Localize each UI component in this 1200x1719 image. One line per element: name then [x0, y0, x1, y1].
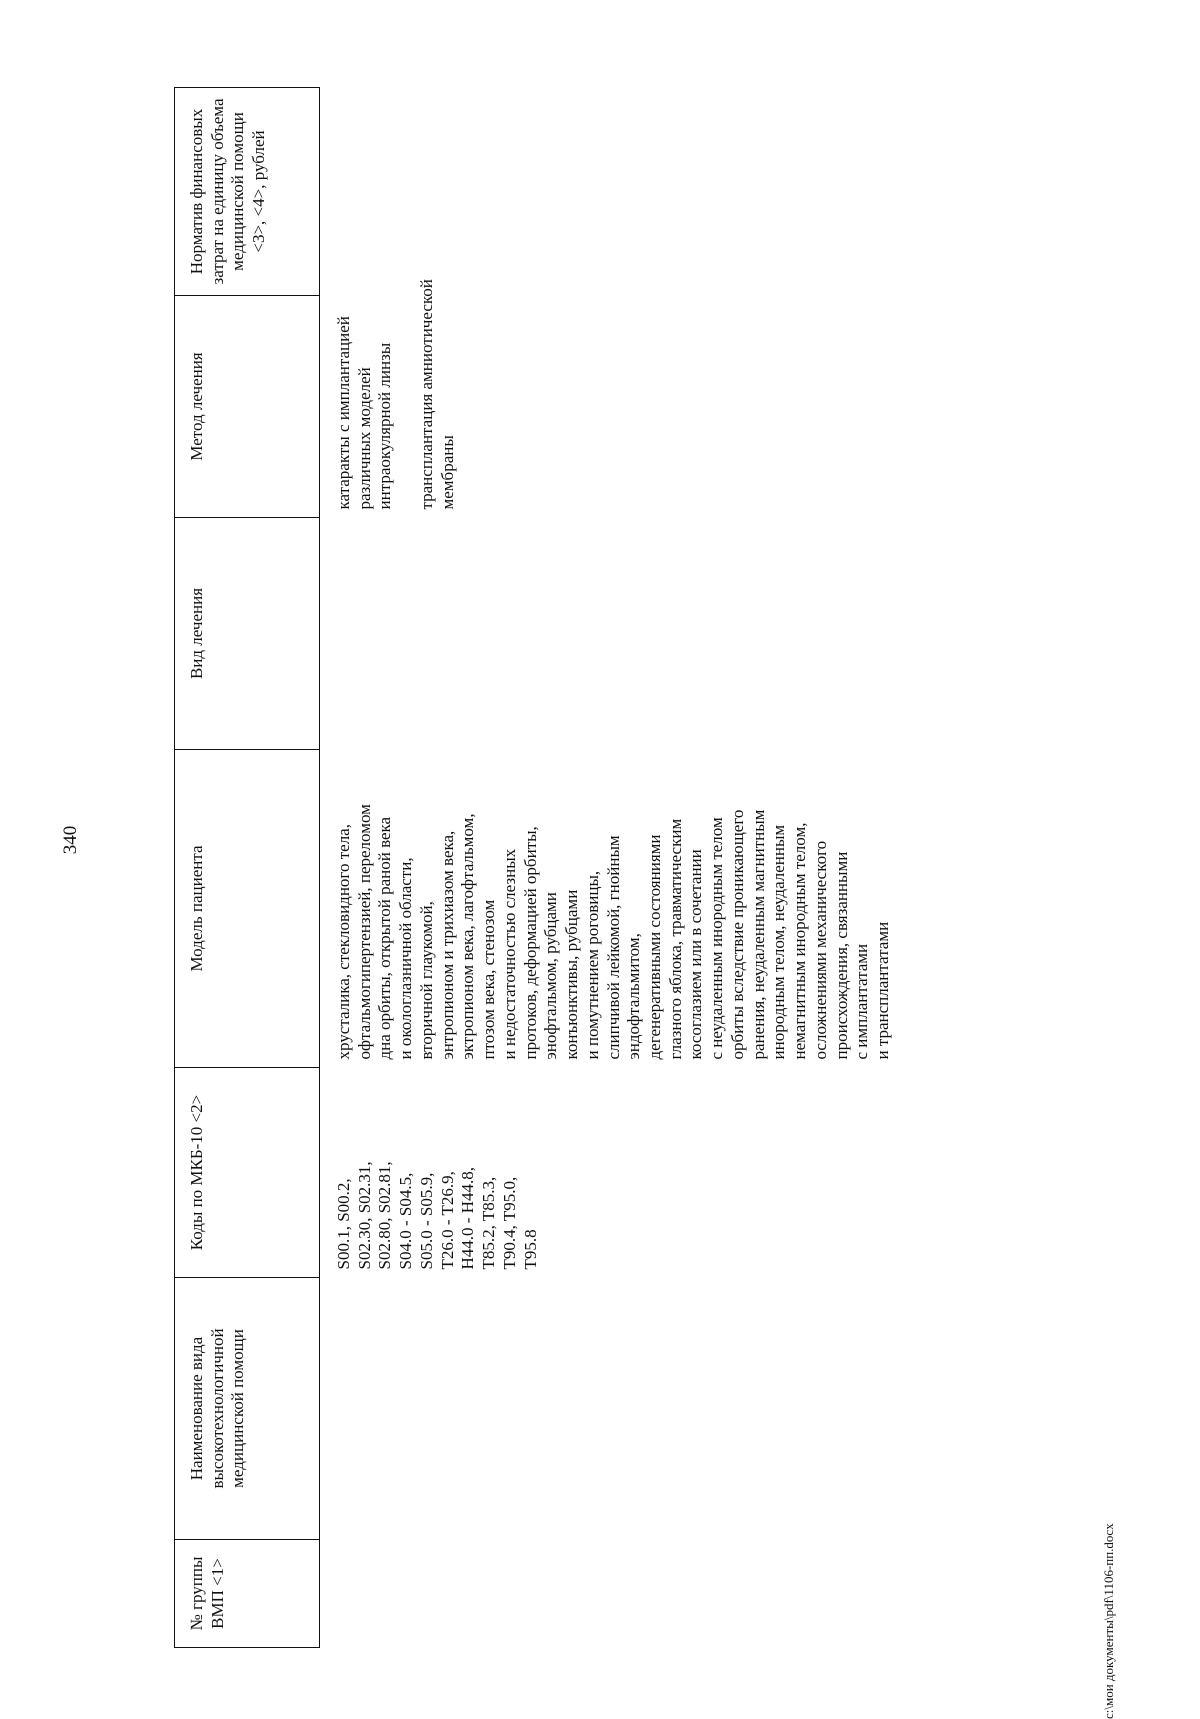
patient-model-line: офтальмогипертензией, переломом — [354, 804, 374, 1060]
patient-model-line: и недостаточностью слезных — [499, 848, 519, 1060]
patient-model-line: дна орбиты, открытой раной века — [375, 816, 395, 1060]
patient-model-line: хрусталика, стекловидного тела, — [334, 824, 353, 1060]
header-cost-standard: Норматив финансовых затрат на единицу объема медицинской помощи <3>, <4>, рублей — [175, 88, 320, 296]
patient-model-line: с неудаленным инородным телом — [707, 817, 727, 1060]
page-number: 340 — [60, 825, 81, 855]
code-line: T95.8 — [520, 1229, 540, 1270]
cell-cost-standard — [320, 88, 894, 296]
table-row — [320, 88, 894, 1648]
patient-model-line: конъюнктивы, рубцами — [562, 889, 582, 1060]
header-treatment-method: Метод лечения — [175, 296, 320, 518]
code-line: T90.4, T95.0, — [499, 1176, 519, 1270]
code-line: T26.0 - T26.9, — [437, 1171, 457, 1270]
method-line: интраокулярной линзы — [375, 342, 395, 510]
footer-file-path: c:\мои документы\pdf\1106-пп.docx — [1101, 1523, 1116, 1719]
table-header-row — [175, 88, 320, 1648]
patient-model-line: вторичной глаукомой, — [416, 901, 436, 1060]
header-vmp-name: Наименование вида высокотехнологичной медицинской помощи — [175, 1278, 320, 1540]
patient-model-line: инородным телом, неудаленным — [769, 824, 789, 1060]
method-line: трансплантация амниотической — [417, 279, 437, 510]
cell-vmp-name — [320, 1278, 894, 1540]
cell-treatment-method — [320, 279, 894, 518]
patient-model-line: птозом века, стенозом — [479, 899, 499, 1060]
cell-icd-codes — [320, 1068, 894, 1278]
patient-model-line: и трансплантатами — [873, 921, 893, 1060]
code-line: H44.0 - H44.8, — [458, 1167, 478, 1270]
header-patient-model: Модель пациента — [175, 750, 320, 1068]
patient-model-line: протоков, деформацией орбиты, — [520, 826, 540, 1060]
header-treatment-type: Вид лечения — [175, 518, 320, 750]
header-group-number: № группы ВМП <1> — [175, 1540, 320, 1648]
code-line: S02.80, S02.81, — [375, 1161, 395, 1270]
patient-model-line: немагнитным инородным телом, — [790, 822, 810, 1060]
code-line: S00.1, S00.2, — [334, 1178, 353, 1270]
patient-model-line: косоглазием или в сочетании — [686, 849, 706, 1060]
patient-model-line: энтропионом и трихиазом века, — [437, 830, 457, 1060]
patient-model-line: орбиты вследствие проникающего — [727, 809, 747, 1060]
cell-patient-model — [320, 750, 894, 1068]
patient-model-line: осложнениями механического — [810, 840, 830, 1060]
patient-model-line: энофтальмом, рубцами — [541, 892, 561, 1060]
vmp-table — [174, 87, 894, 1648]
patient-model-line: ранения, неудаленным магнитным — [748, 809, 768, 1060]
patient-model-line: слипчивой лейкомой, гнойным — [603, 835, 623, 1060]
patient-model-line: дегенеративными состояниями — [645, 834, 665, 1060]
patient-model-line: и помутнением роговицы, — [582, 870, 602, 1060]
code-line: S05.0 - S05.9, — [416, 1172, 436, 1270]
patient-model-line: с имплантатами — [852, 943, 872, 1060]
method-line: катаракты с имплантацией — [334, 316, 353, 510]
code-line: S04.0 - S04.5, — [396, 1172, 416, 1270]
patient-model-line: происхождения, связанными — [831, 851, 851, 1060]
method-line: различных моделей — [354, 367, 374, 510]
patient-model-line: эндофтальмитом, — [624, 933, 644, 1060]
cell-treatment-type — [320, 518, 894, 750]
method-gap — [396, 304, 417, 510]
cell-group-number — [320, 1540, 894, 1648]
code-line: T85.2, T85.3, — [479, 1176, 499, 1270]
header-icd-codes: Коды по МКБ-10 <2> — [175, 1068, 320, 1278]
patient-model-line: эктропионом века, лагофтальмом, — [458, 813, 478, 1060]
rotated-content — [174, 48, 1192, 1648]
code-line: S02.30, S02.31, — [354, 1161, 374, 1270]
patient-model-line: глазного яблока, травматическим — [665, 818, 685, 1060]
method-line: мембраны — [437, 435, 457, 510]
patient-model-line: и окологлазничной области, — [396, 857, 416, 1060]
